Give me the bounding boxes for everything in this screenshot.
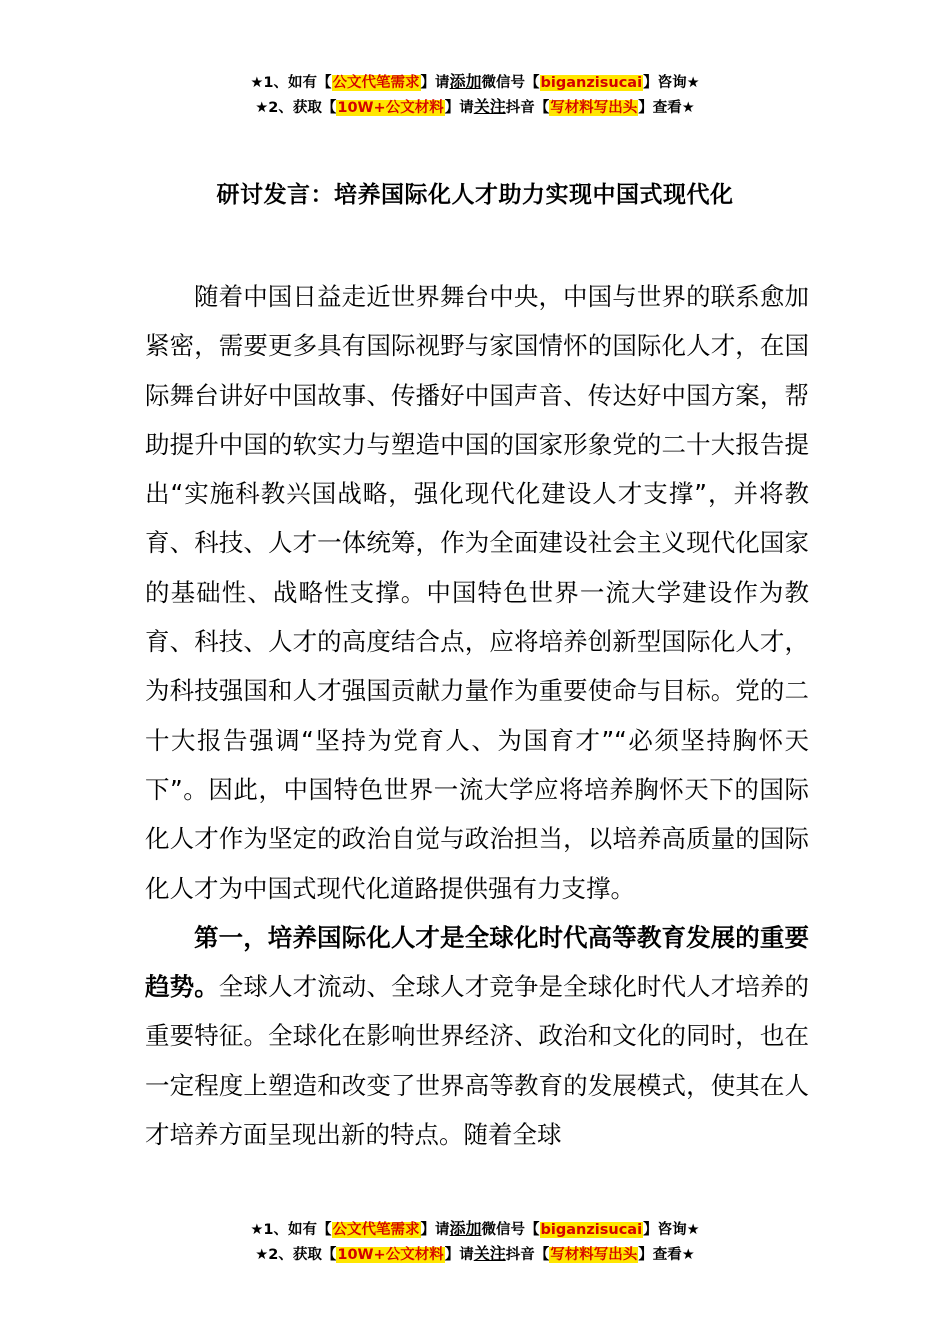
- banner-text: 抖音【: [505, 1247, 550, 1263]
- banner-text: 】请: [420, 1222, 450, 1238]
- banner-highlight: biganzisucai: [540, 75, 643, 91]
- banner-text: 微信号【: [481, 75, 540, 91]
- banner-text: 】咨询★: [643, 1222, 700, 1238]
- banner-text: 】请: [420, 75, 450, 91]
- paragraph-text: 随着中国日益走近世界舞台中央，中国与世界的联系愈加紧密，需要更多具有国际视野与家国情怀的国际化人才，在国际舞台讲好中国故事、传播好中国声音、传达好中国方案，帮助提升中国的软实力与塑造中国的国家形象党的二十大报告提出“实施科教兴国战略，强化现代化建设人才支撑”，并将教育、科技、人才一体统筹，作为全面建设社会主义现代化国家的基础性、战略性支撑。中国特色世界一流大学建设作为教育、科技、人才的高度结合点，应将培养创新型国际化人才，为科技强国和人才强国贡献力量作为重要使命与目标。党的二十大报告强调“坚持为党育人、为国育才”“必须坚持胸怀天下”。因此，中国特色世界一流大学应将培养胸怀天下的国际化人才作为坚定的政治自觉与政治担当，以培养高质量的国际化人才为中国式现代化道路提供强有力支撑。: [145, 282, 809, 903]
- paragraph: [145, 913, 809, 1159]
- banner-highlight: 10W+公文材料: [337, 100, 444, 116]
- banner-line-2: [0, 1242, 950, 1267]
- banner-text: ★1、如有【: [250, 1222, 332, 1238]
- banner-line-2: [0, 95, 950, 120]
- banner-highlight: biganzisucai: [540, 1222, 643, 1238]
- banner-line-1: [0, 1217, 950, 1242]
- document-body: [145, 272, 809, 1159]
- banner-emphasis: 添加: [449, 72, 482, 91]
- banner-highlight: 公文代笔需求: [332, 1222, 420, 1238]
- banner-emphasis: 添加: [449, 1219, 482, 1238]
- banner-text: ★2、获取【: [255, 100, 337, 116]
- banner-text: 】查看★: [638, 100, 695, 116]
- banner-highlight: 公文代笔需求: [332, 75, 420, 91]
- banner-text: 抖音【: [505, 100, 550, 116]
- banner-text: 】咨询★: [643, 75, 700, 91]
- header-banner: [0, 70, 950, 120]
- banner-emphasis: 关注: [473, 97, 506, 116]
- banner-text: 微信号【: [481, 1222, 540, 1238]
- paragraph-text: 全球人才流动、全球人才竞争是全球化时代人才培养的重要特征。全球化在影响世界经济、政治和文化的同时，也在一定程度上塑造和改变了世界高等教育的发展模式，使其在人才培养方面呈现出新的特点。随着全球: [145, 972, 810, 1150]
- footer-banner: [0, 1217, 950, 1267]
- banner-text: 】请: [444, 1247, 474, 1263]
- banner-highlight: 10W+公文材料: [337, 1247, 444, 1263]
- banner-text: ★1、如有【: [250, 75, 332, 91]
- banner-highlight: 写材料写出头: [550, 100, 638, 116]
- banner-text: ★2、获取【: [255, 1247, 337, 1263]
- banner-text: 】请: [444, 100, 474, 116]
- banner-line-1: [0, 70, 950, 95]
- banner-highlight: 写材料写出头: [550, 1247, 638, 1263]
- banner-text: 】查看★: [638, 1247, 695, 1263]
- paragraph-lead: 第一，培养国际化人才是全球化时代高等教育发展的重要趋势。: [145, 922, 809, 1002]
- banner-emphasis: 关注: [473, 1244, 506, 1263]
- document-title: 研讨发言：培养国际化人才助力实现中国式现代化: [216, 182, 734, 208]
- paragraph: [145, 272, 809, 913]
